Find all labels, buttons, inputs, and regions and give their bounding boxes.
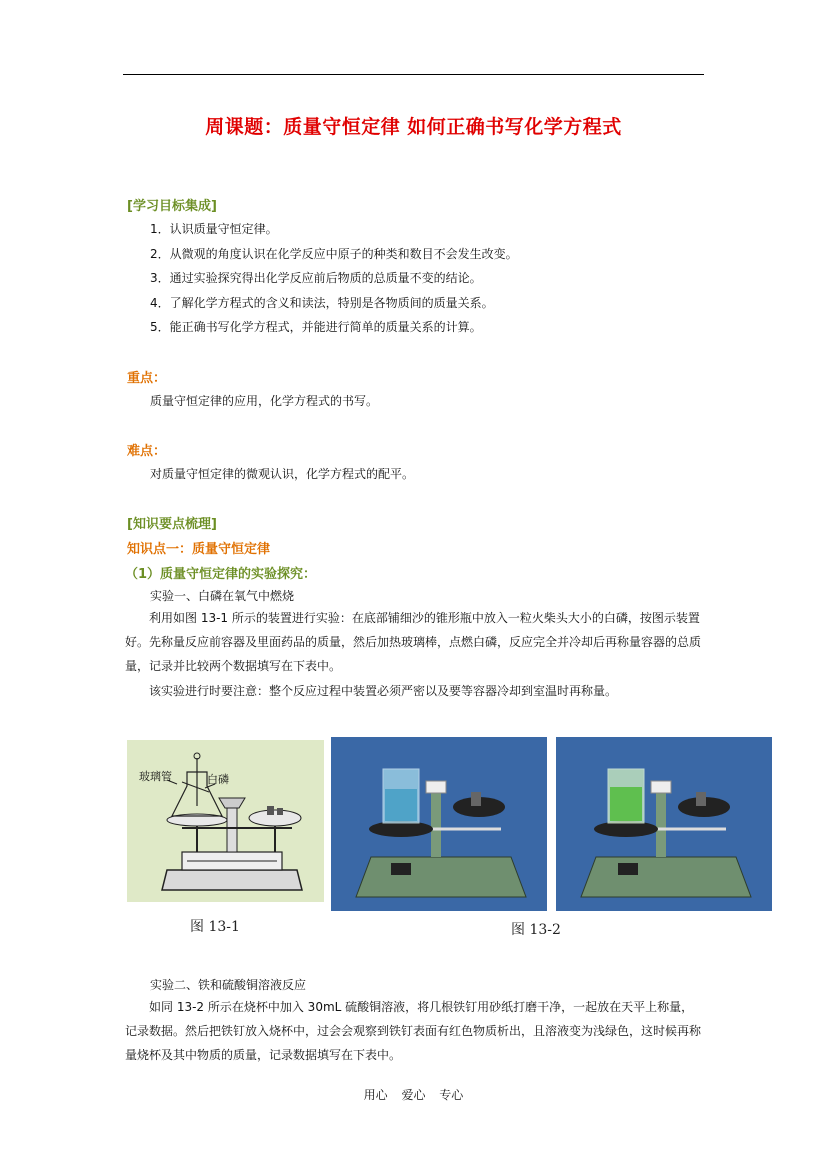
knowledge-point-1: 知识点一：质量守恒定律 <box>127 542 271 557</box>
balance-photo-before <box>331 737 547 911</box>
goal-item: 2．从微观的角度认识在化学反应中原子的种类和数目不会发生改变。 <box>150 247 518 261</box>
difficulty-heading: 难点： <box>127 444 167 459</box>
difficulty-text: 对质量守恒定律的微观认识，化学方程式的配平。 <box>150 467 415 481</box>
goals-heading: [学习目标集成] <box>127 199 217 214</box>
goal-item: 1．认识质量守恒定律。 <box>150 222 278 236</box>
key-point-heading: 重点： <box>127 371 167 386</box>
figure-13-2-caption: 图 13-2 <box>511 922 561 938</box>
knowledge-heading: [知识要点梳理] <box>127 517 217 532</box>
subsection-1: （1）质量守恒定律的实验探究： <box>125 567 317 582</box>
figure-label-phosphorus: 白磷 <box>207 773 229 786</box>
figure-13-1-caption: 图 13-1 <box>190 919 240 935</box>
figure-13-2-after <box>556 737 772 911</box>
experiment-2-title: 实验二、铁和硫酸铜溶液反应 <box>150 978 307 992</box>
goal-item: 4．了解化学方程式的含义和读法，特别是各物质间的质量关系。 <box>150 296 494 310</box>
key-point-text: 质量守恒定律的应用，化学方程式的书写。 <box>150 394 379 408</box>
balance-photo-after <box>556 737 772 911</box>
figure-13-1 <box>127 740 324 902</box>
goal-item: 5．能正确书写化学方程式，并能进行简单的质量关系的计算。 <box>150 320 482 334</box>
experiment-1-title: 实验一、白磷在氧气中燃烧 <box>150 589 295 603</box>
figure-label-tube: 玻璃管 <box>139 770 172 783</box>
page-title: 周课题：质量守恒定律 如何正确书写化学方程式 <box>205 116 622 138</box>
goal-item: 3．通过实验探究得出化学反应前后物质的总质量不变的结论。 <box>150 271 482 285</box>
page-footer: 用心 爱心 专心 <box>363 1088 464 1102</box>
experiment-1-note: 该实验进行时要注意：整个反应过程中装置必须严密以及要等容器冷却到室温时再称量。 <box>149 684 618 698</box>
figure-13-2-before <box>331 737 547 911</box>
header-rule <box>123 74 704 75</box>
experiment-1-text: 利用如图 13-1 所示的装置进行实验：在底部铺细沙的锥形瓶中放入一粒火柴头大小的白磷，按图示装置好。先称量反应前容器及里面药品的质量，然后加热玻璃棒，点燃白磷，反应完全并冷却后再称量容器的总质量，记录并比较两个数据填写在下表中。 <box>125 611 702 673</box>
balance-diagram <box>127 740 324 902</box>
experiment-2-text: 如同 13-2 所示在烧杯中加入 30mL 硫酸铜溶液，将几根铁钉用砂纸打磨干净，一起放在天平上称量，记录数据。然后把铁钉放入烧杯中，过会会观察到铁钉表面有红色物质析出，且溶液变为浅绿色，这时候再称量烧杯及其中物质的质量，记录数据填写在下表中。 <box>125 1000 702 1062</box>
